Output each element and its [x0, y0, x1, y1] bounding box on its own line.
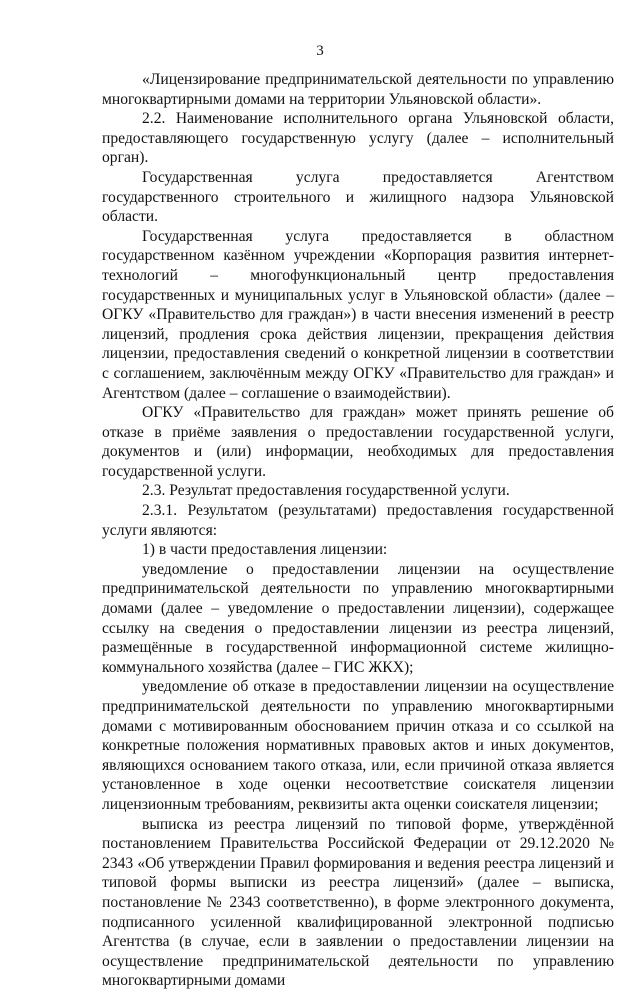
paragraph-mfc-refusal: ОГКУ «Правительство для граждан» может принять решение об отказе в приёме заявления о предоставлении государственной услуги, документов и (или) информации, необходимых для предоставления государственной услуги.: [102, 404, 614, 480]
paragraph-mfc: Государственная услуга предоставляется в областном государственном казённом учреждении «Корпорация развития интернет-технологий – многофункциональный центр предоставления государственных и муниципальных услуг в Ульяновской области» (далее – ОГКУ «Правительство для граждан») в части внесения изменений в реестр лицензий, продления срока действия лицензии, прекращения действия лицензии, предоставления сведений о конкретной лицензии в соответствии с соглашением, заключённым между ОГКУ «Правительство для граждан» и Агентством (далее – соглашение о взаимодействии).: [102, 227, 614, 402]
paragraph-notification-refusal: уведомление об отказе в предоставлении лицензии на осуществление предпринимательской деятельности по управлению многоквартирными домами с мотивированным обоснованием причин отказа и со ссылкой на конкретные положения нормативных правовых актов и иных документов, являющихся основанием такого отказа, или, если причиной отказа является установленное в ходе оценки несоответствие соискателя лицензии лицензионным требованиям, реквизиты акта оценки соискателя лицензии;: [102, 678, 614, 813]
paragraph-item-1: 1) в части предоставления лицензии:: [142, 541, 388, 559]
paragraph-registry-extract: выписка из реестра лицензий по типовой форме, утверждённой постановлением Правительства Российской Федерации от 29.12.2020 № 2343 «Об утверждении Правил формирования и ведения реестра лицензий и типовой формы выписки из реестра лицензий» (далее – выписка, постановление № 2343 соответственно), в форме электронного документа, подписанного усиленной квалифицированной электронной подписью Агентства (в случае, если в заявлении о предоставлении лицензии на осуществление предпринимательской деятельности по управлению многоквартирными домами: [102, 815, 614, 990]
paragraph-agency: Государственная услуга предоставляется Агентством государственного строительного и жилищного надзора Ульяновской области.: [102, 168, 614, 226]
document-body: [102, 70, 614, 991]
paragraph-program-title: «Лицензирование предпринимательской деятельности по управлению многоквартирными домами на территории Ульяновской области».: [102, 71, 614, 108]
paragraph-section-2-3-1: 2.3.1. Результатом (результатами) предоставления государственной услуги являются:: [102, 502, 614, 539]
paragraph-section-2-3: 2.3. Результат предоставления государственной услуги.: [142, 482, 510, 500]
paragraph-notification-grant: уведомление о предоставлении лицензии на осуществление предпринимательской деятельности по управлению многоквартирными домами (далее – уведомление о предоставлении лицензии), содержащее ссылку на сведения о предоставлении лицензии из реестра лицензий, размещённые в государственной информационной системе жилищно-коммунального хозяйства (далее – ГИС ЖКХ);: [102, 560, 614, 676]
paragraph-section-2-2: 2.2. Наименование исполнительного органа Ульяновской области, предоставляющего государственную услугу (далее – исполнительный орган).: [102, 110, 614, 167]
page-number: 3: [316, 43, 324, 59]
